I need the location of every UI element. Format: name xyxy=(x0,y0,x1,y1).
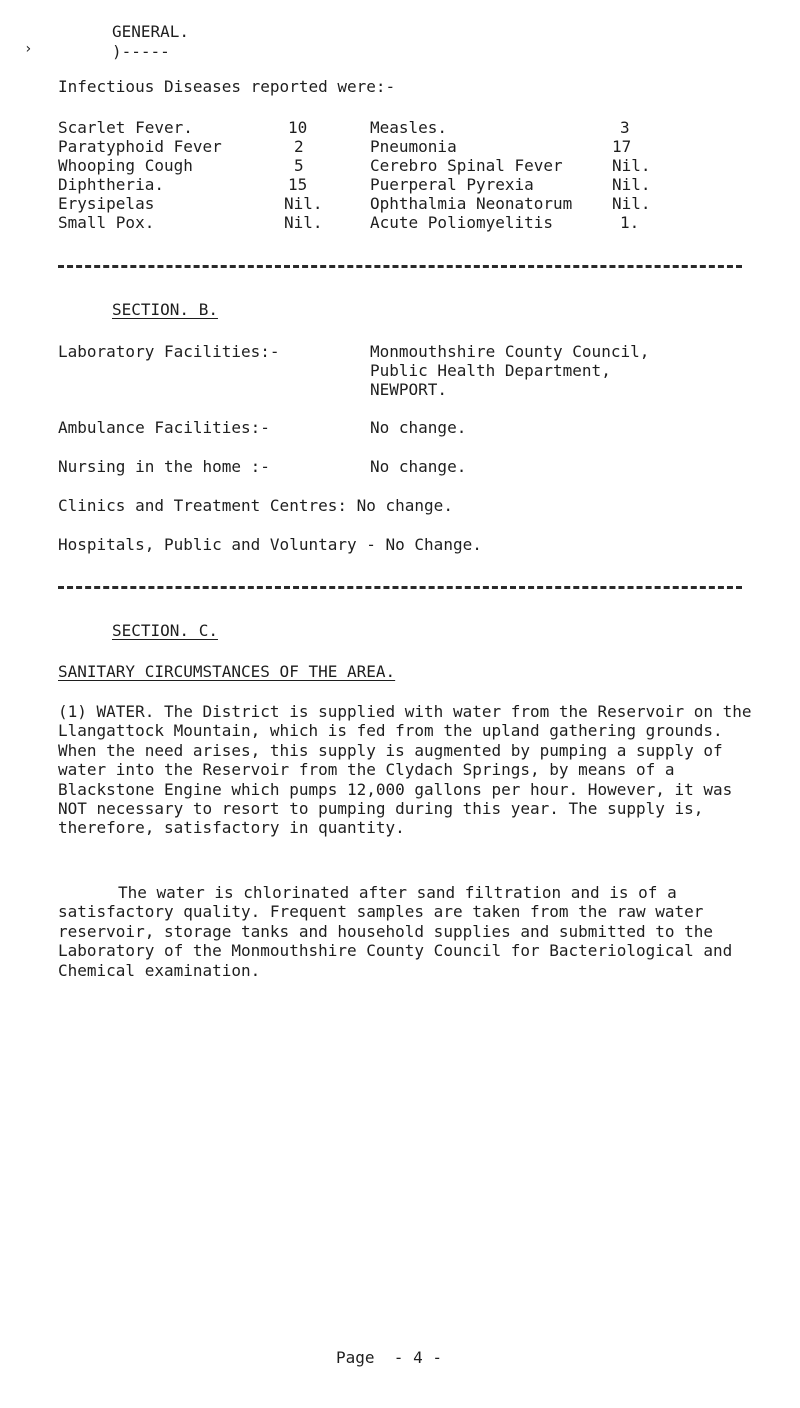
disease-name: Small Pox. xyxy=(58,213,155,232)
divider xyxy=(58,586,742,589)
disease-row xyxy=(58,194,154,213)
disease-row xyxy=(58,137,222,156)
disease-count: 10 xyxy=(288,118,308,137)
section-c-heading: SECTION. C. xyxy=(112,621,218,640)
page-title: GENERAL. xyxy=(112,22,190,41)
lab-label: Laboratory Facilities:- xyxy=(58,342,280,361)
disease-name: Measles. xyxy=(370,118,448,137)
page-number: Page - 4 - xyxy=(336,1348,442,1367)
quality-paragraph-text: The water is chlorinated after sand filtration and is of a satisfactory quality. Frequent samples are taken from the raw water reservoir, storage tanks and household supplies and submitted to the Laboratory of the Monmouthshire County Council for Bacteriological and Chemical examination. xyxy=(58,883,733,980)
disease-name: Diphtheria. xyxy=(58,175,164,194)
disease-name: Cerebro Spinal Fever xyxy=(370,156,563,175)
ambulance-label: Ambulance Facilities:- xyxy=(58,418,270,437)
disease-row xyxy=(58,118,193,137)
disease-row xyxy=(58,175,164,194)
title-rule: )----- xyxy=(112,42,170,61)
disease-name: Whooping Cough xyxy=(58,156,193,175)
water-paragraph xyxy=(58,702,758,838)
disease-count: 1. xyxy=(620,213,640,232)
section-b-heading: SECTION. B. xyxy=(112,300,218,319)
disease-name: Erysipelas xyxy=(58,194,155,213)
disease-count: 15 xyxy=(288,175,308,194)
water-paragraph-text: (1) WATER. The District is supplied with water from the Reservoir on the Llangattock Mountain, which is fed from the upland gathering grounds. When the need arises, this supply is augmented by pumping a supply of water into the Reservoir from the Clydach Springs, by means of a Blackstone Engine which pumps 12,000 gallons per hour. However, it was NOT necessary to resort to pumping during this year. The supply is, therefore, satisfactory in quantity. xyxy=(58,702,752,838)
divider xyxy=(58,265,742,268)
disease-count: Nil. xyxy=(284,194,323,213)
disease-count: Nil. xyxy=(612,194,651,213)
disease-count: Nil. xyxy=(284,213,323,232)
lab-value-line: NEWPORT. xyxy=(370,380,448,399)
disease-name: Acute Poliomyelitis xyxy=(370,213,554,232)
disease-count: 5 xyxy=(294,156,304,175)
quality-paragraph xyxy=(58,883,758,980)
lab-value-line: Monmouthshire County Council, xyxy=(370,342,650,361)
disease-name: Paratyphoid Fever xyxy=(58,137,222,156)
nursing-label: Nursing in the home :- xyxy=(58,457,270,476)
intro-line: Infectious Diseases reported were:- xyxy=(58,77,396,96)
disease-count: 3 xyxy=(620,118,630,137)
disease-row xyxy=(58,156,193,175)
hospitals-line: Hospitals, Public and Voluntary - No Change. xyxy=(58,535,482,554)
margin-mark: › xyxy=(24,41,33,57)
disease-count: Nil. xyxy=(612,156,651,175)
disease-count: Nil. xyxy=(612,175,651,194)
clinics-line: Clinics and Treatment Centres: No change. xyxy=(58,496,453,515)
disease-name: Ophthalmia Neonatorum xyxy=(370,194,573,213)
disease-name: Pneumonia xyxy=(370,137,457,156)
section-c-subheading: SANITARY CIRCUMSTANCES OF THE AREA. xyxy=(58,662,396,681)
disease-row xyxy=(58,213,154,232)
lab-value-line: Public Health Department, xyxy=(370,361,611,380)
disease-count: 2 xyxy=(294,137,304,156)
disease-name: Scarlet Fever. xyxy=(58,118,193,137)
nursing-value: No change. xyxy=(370,457,467,476)
ambulance-value: No change. xyxy=(370,418,467,437)
disease-count: 17 xyxy=(612,137,632,156)
disease-name: Puerperal Pyrexia xyxy=(370,175,534,194)
